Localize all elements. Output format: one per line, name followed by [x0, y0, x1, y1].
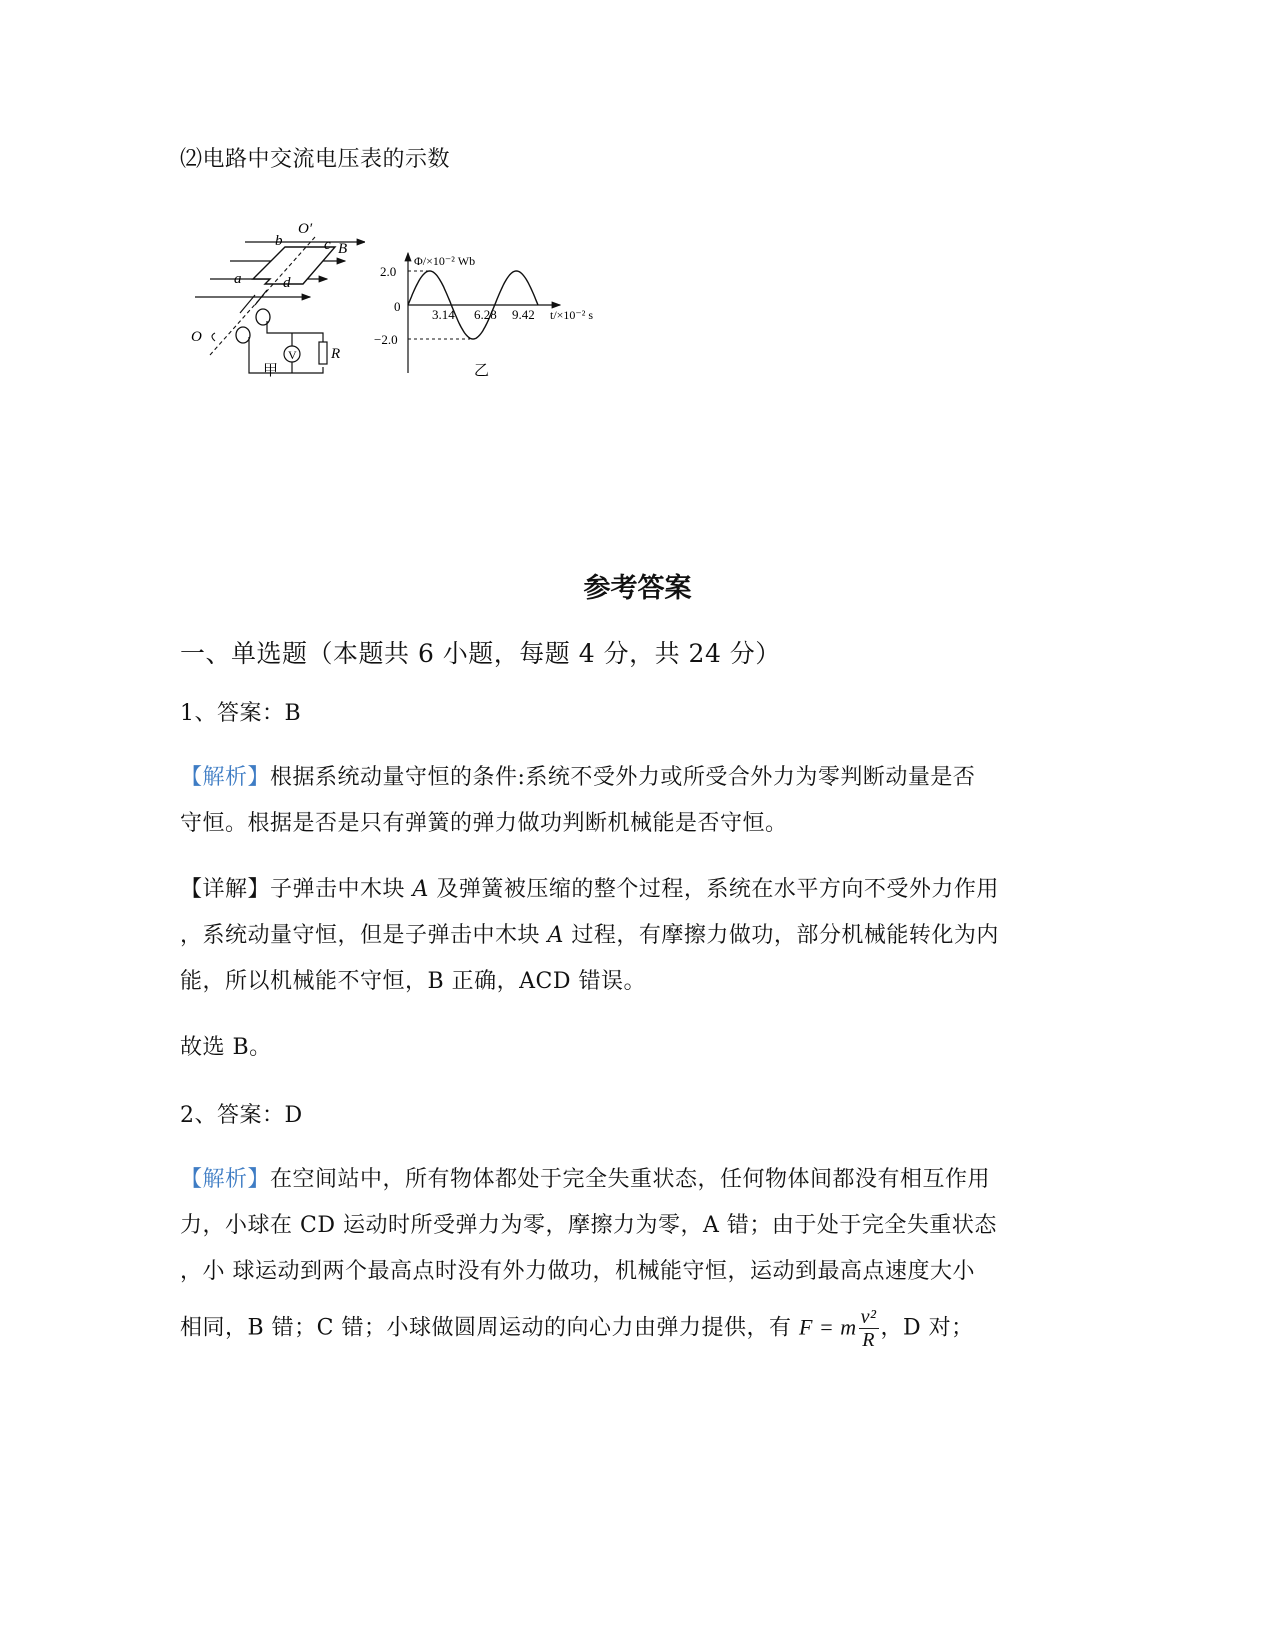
label-B: B — [338, 241, 348, 257]
q1-detail-line1: 【详解】子弹击中木块 A 及弹簧被压缩的整个过程，系统在水平方向不受外力作用 — [180, 877, 999, 902]
caption-yi: 乙 — [474, 363, 490, 379]
q2-answer: 2、答案：D — [180, 1103, 303, 1128]
y-tick-max: 2.0 — [380, 264, 397, 279]
rotation-arrow-icon — [212, 333, 215, 341]
q1-analysis-line1: 【解析】根据系统动量守恒的条件:系统不受外力或所受合外力为零判断动量是否 — [180, 765, 976, 790]
q2-analysis-line1: 【解析】在空间站中，所有物体都处于完全失重状态，任何物体间都没有相互作用 — [180, 1167, 991, 1192]
q2-analysis-line4: 相同，B 错；C 错；小球做圆周运动的向心力由弹力提供，有 F = m $\frac{\text{v²}}{R}$ ，D 对； — [180, 1306, 974, 1351]
x-tick-1: 3.14 — [432, 307, 455, 322]
figure-coil-diagram — [185, 215, 365, 385]
y-tick-zero: 0 — [394, 299, 401, 314]
formula-lhs: F = m — [798, 1314, 857, 1340]
q1-detail-line3: 能，所以机械能不守恒，B 正确，ACD 错误。 — [180, 969, 647, 994]
x-tick-2: 6.28 — [474, 307, 497, 322]
x-tick-3: 9.42 — [512, 307, 535, 322]
label-a: a — [234, 271, 242, 287]
q1-conclusion: 故选 B。 — [180, 1035, 272, 1060]
analysis-tag: 【解析】 — [180, 1167, 271, 1192]
label-c: c — [324, 237, 331, 253]
answers-title: 参考答案 — [583, 573, 692, 604]
resistor — [319, 342, 327, 364]
slip-ring — [236, 327, 250, 343]
label-O-prime: O′ — [298, 221, 313, 237]
q2-analysis-line3: ，小 球运动到两个最高点时没有外力做功，机械能守恒，运动到最高点速度大小 — [180, 1259, 975, 1284]
label-O: O — [191, 329, 202, 345]
x-axis-label: t/×10⁻² s — [550, 308, 594, 322]
detail-tag: 【详解】 — [180, 877, 271, 902]
q1-answer: 1、答案：B — [180, 701, 302, 726]
caption-jia: 甲 — [263, 363, 279, 379]
q2-analysis-line2: 力，小球在 CD 运动时所受弹力为零，摩擦力为零，A 错；由于处于完全失重状态 — [180, 1213, 997, 1238]
flux-time-chart — [370, 245, 610, 385]
label-b: b — [275, 233, 283, 249]
section-heading: 一、单选题（本题共 6 小题，每题 4 分，共 24 分） — [180, 639, 781, 668]
slip-ring — [256, 309, 270, 325]
q1-detail-line2: ，系统动量守恒，但是子弹击中木块 A 过程，有摩擦力做功，部分机械能转化为内 — [180, 923, 999, 948]
y-tick-min: −2.0 — [374, 332, 398, 347]
question-sub2: ⑵电路中交流电压表的示数 — [180, 147, 451, 172]
label-d: d — [283, 275, 291, 291]
voltmeter-label: V — [288, 348, 297, 362]
label-R: R — [331, 346, 341, 362]
q1-analysis-line2: 守恒。根据是否是只有弹簧的弹力做功判断机械能是否守恒。 — [180, 811, 788, 836]
y-axis-label: Φ/×10⁻² Wb — [414, 254, 476, 268]
analysis-tag: 【解析】 — [180, 765, 271, 790]
formula-fraction: $\frac{\text{v²}}{R}$ — [860, 1306, 877, 1351]
